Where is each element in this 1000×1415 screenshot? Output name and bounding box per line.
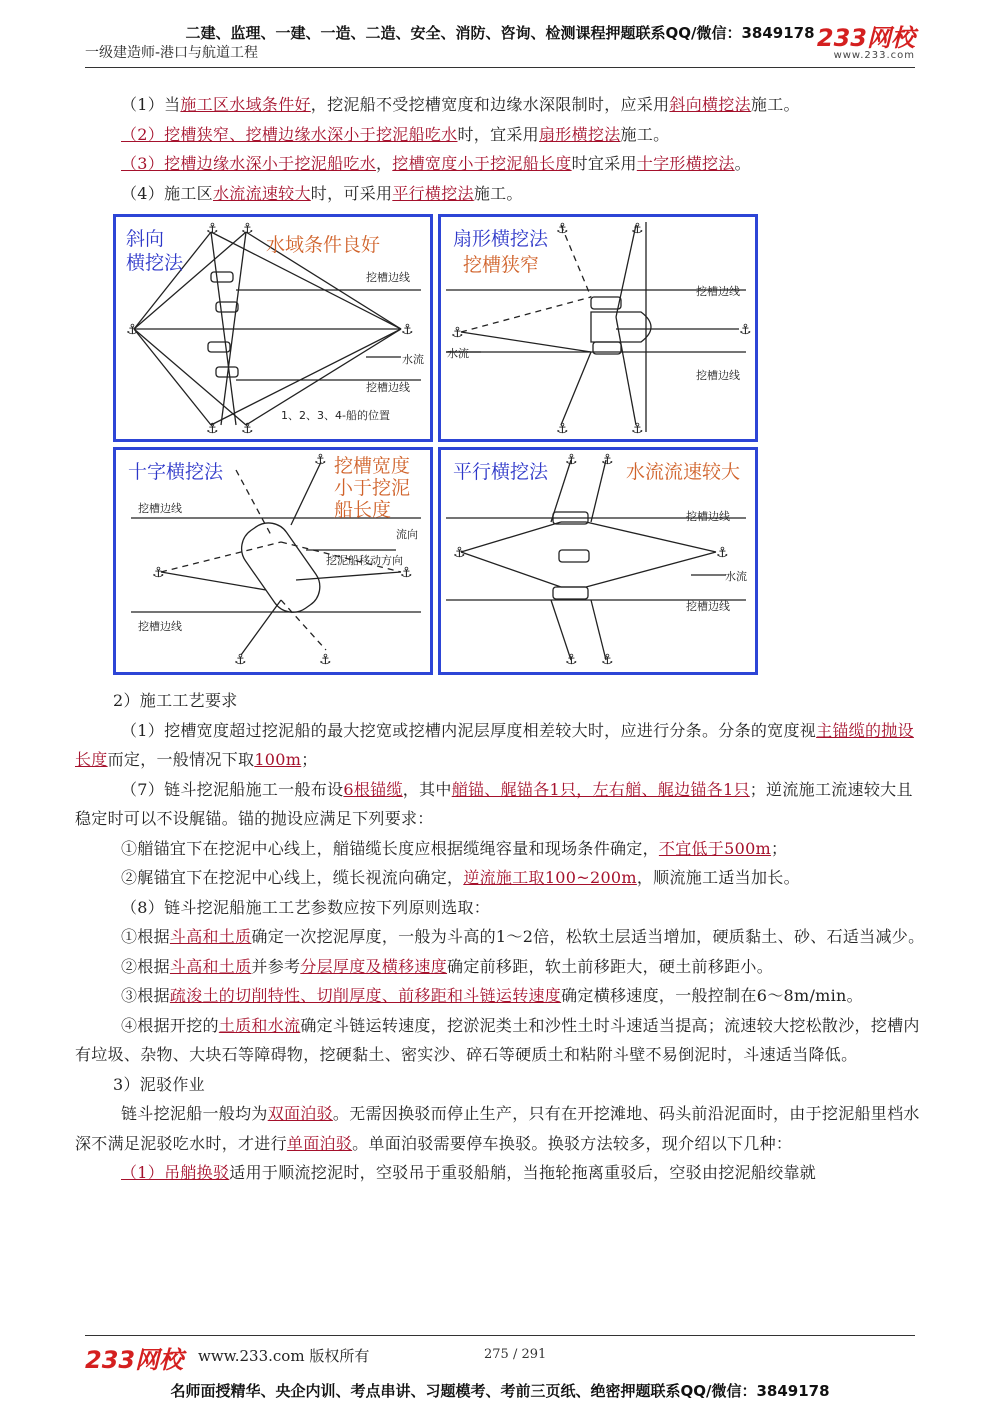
diagram-oblique: [113, 214, 433, 442]
diagram-fan-edge-top: 挖槽边线: [696, 285, 740, 298]
svg-text:⚓: ⚓: [601, 452, 614, 468]
barge-para-1: 链斗挖泥船一般均为双面泊驳。无需因换驳而停止生产，只有在开挖滩地、码头前沿泥面时，由于挖泥船里档水深不满足泥驳吃水时，才进行单面泊驳。单面泊驳需要停车换驳。换驳方法较多，现介绍以下几种：: [75, 1104, 920, 1153]
diagram-oblique-edge-bottom: 挖槽边线: [366, 381, 410, 394]
diagram-fan-condition: 挖槽狭窄: [463, 254, 540, 276]
svg-text:⚓: ⚓: [400, 565, 413, 581]
footer-promo: 名师面授精华、央企内训、考点串讲、习题模考、考前三页纸、绝密押题联系QQ/微信：3849178: [170, 1382, 830, 1400]
method-2: （2）挖槽狭窄、挖槽边缘水深小于挖泥船吃水时，宜采用扇形横挖法施工。: [121, 124, 670, 144]
diagram-fan-edge-bottom: 挖槽边线: [696, 369, 740, 382]
svg-text:⚓: ⚓: [152, 565, 165, 581]
diagram-parallel-edge-bottom: 挖槽边线: [686, 600, 730, 613]
para-7: （7）链斗挖泥船施工一般布设6根锚缆，其中艏锚、艉锚各1只，左右艏、艉边锚各1只；逆流施工流速较大且稳定时可以不设艉锚。锚的抛设应满足下列要求：: [75, 779, 913, 828]
header-promo: 二建、监理、一建、一造、二造、安全、消防、咨询、检测课程押题联系QQ/微信：3849178: [185, 24, 815, 42]
svg-text:⚓: ⚓: [556, 221, 569, 237]
intro-methods: [75, 90, 927, 208]
param-1: ①根据斗高和土质确定一次挖泥厚度，一般为斗高的1～2倍，松软土层适当增加，硬质黏土、砂、石适当减少。: [121, 927, 925, 946]
diagram-cross-move-direction: 挖泥船移动方向: [326, 554, 403, 567]
brand-logo-text: 233网校: [816, 24, 915, 52]
anchor-2: ②艉锚宜下在挖泥中心线上，缆长视流向确定，逆流施工取100~200m，顺流施工适当加长。: [121, 868, 800, 887]
svg-text:⚓: ⚓: [565, 452, 578, 468]
diagram-cross-condition-3: 船长度: [334, 499, 392, 521]
section-heading-2: 2）施工工艺要求: [113, 691, 238, 710]
diagram-cross-edge-top: 挖槽边线: [138, 502, 182, 515]
diagram-oblique-note: 1、2、3、4-船的位置: [281, 409, 390, 422]
svg-text:⚓: ⚓: [631, 421, 644, 437]
svg-text:⚓: ⚓: [126, 322, 139, 338]
diagram-parallel-edge-top: 挖槽边线: [686, 510, 730, 523]
diagram-parallel-flow: 水流: [725, 570, 747, 583]
diagram-oblique-title-1: 斜向: [126, 228, 165, 250]
para-1: （1）挖槽宽度超过挖泥船的最大挖宽或挖槽内泥层厚度相差较大时，应进行分条。分条的宽度视主锚缆的抛设长度而定，一般情况下取100m；: [75, 720, 914, 769]
diagram-fan-flow: 水流: [447, 347, 469, 360]
svg-text:⚓: ⚓: [234, 652, 247, 668]
diagram-cross: [113, 447, 433, 675]
para-8: （8）链斗挖泥船施工工艺参数应按下列原则选取：: [121, 897, 491, 917]
diagram-cross-condition-2: 小于挖泥: [334, 477, 411, 499]
diagram-cross-title: 十字横挖法: [128, 461, 224, 483]
method-3: （3）挖槽边缘水深小于挖泥船吃水，挖槽宽度小于挖泥船长度时宜采用十字形横挖法。: [121, 154, 751, 173]
footer-divider: [85, 1335, 915, 1336]
footer-copyright: www.233.com 版权所有: [198, 1347, 370, 1365]
header-divider: [85, 67, 915, 68]
svg-text:⚓: ⚓: [631, 221, 644, 237]
svg-text:⚓: ⚓: [453, 545, 466, 561]
anchor-1: ①艏锚宜下在挖泥中心线上，艏锚缆长度应根据缆绳容量和现场条件确定，不宜低于500m；: [121, 838, 788, 858]
diagram-fan-title: 扇形横挖法: [453, 228, 549, 250]
diagram-fan: [438, 214, 758, 442]
brand-logo[interactable]: [817, 26, 915, 61]
svg-text:⚓: ⚓: [401, 322, 414, 338]
section-heading-3: 3）泥驳作业: [113, 1074, 205, 1094]
diagram-parallel: [438, 447, 758, 675]
footer-logo[interactable]: 233网校: [85, 1346, 184, 1374]
svg-text:⚓: ⚓: [241, 421, 254, 437]
svg-text:⚓: ⚓: [565, 652, 578, 668]
diagram-oblique-condition: 水域条件良好: [266, 234, 381, 256]
svg-text:⚓: ⚓: [716, 545, 729, 561]
svg-text:⚓: ⚓: [451, 325, 464, 341]
brand-logo-url: www.233.com: [833, 50, 915, 61]
method-4: （4）施工区水流流速较大时，可采用平行横挖法施工。: [121, 183, 523, 203]
header-subtitle: 一级建造师-港口与航道工程: [85, 45, 259, 61]
svg-text:⚓: ⚓: [206, 221, 219, 237]
method-1: （1）当施工区水域条件好，挖泥船不受挖槽宽度和边缘水深限制时，应采用斜向横挖法施工。: [121, 95, 800, 114]
barge-para-2: （1）吊艄换驳适用于顺流挖泥时，空驳吊于重驳船艄，当拖轮拖离重驳后，空驳由挖泥船绞靠就: [121, 1163, 817, 1182]
svg-text:⚓: ⚓: [556, 421, 569, 437]
svg-text:⚓: ⚓: [241, 221, 254, 237]
svg-text:⚓: ⚓: [601, 652, 614, 668]
param-3: ③根据疏浚土的切削特性、切削厚度、前移距和斗链运转速度确定横移速度，一般控制在6～8m/min。: [121, 986, 863, 1005]
svg-text:⚓: ⚓: [314, 452, 327, 468]
svg-text:⚓: ⚓: [206, 421, 219, 437]
diagram-cross-condition-1: 挖槽宽度: [334, 455, 411, 477]
diagram-parallel-condition: 水流流速较大: [626, 461, 741, 483]
diagram-oblique-edge-top: 挖槽边线: [366, 271, 410, 284]
param-2: ②根据斗高和土质并参考分层厚度及横移速度确定前移距，软土前移距大，硬土前移距小。: [121, 956, 774, 976]
svg-text:⚓: ⚓: [319, 652, 332, 668]
diagram-oblique-title-2: 横挖法: [126, 252, 184, 274]
svg-text:⚓: ⚓: [739, 322, 752, 338]
page-number: 275 / 291: [484, 1347, 547, 1362]
param-4: ④根据开挖的土质和水流确定斗链运转速度，挖淤泥类土和沙性土时斗速适当提高；流速较大挖松散沙，挖槽内有垃圾、杂物、大块石等障碍物，挖硬黏土、密实沙、碎石等硬质土和粘附斗壁不易倒泥时，斗速适当降低。: [75, 1015, 920, 1064]
process-requirements: [75, 686, 927, 1188]
diagram-cross-flow: 流向: [396, 528, 418, 541]
diagram-cross-edge-bottom: 挖槽边线: [138, 620, 182, 633]
diagram-parallel-title: 平行横挖法: [453, 461, 549, 483]
diagram-oblique-flow: 水流: [402, 353, 424, 366]
